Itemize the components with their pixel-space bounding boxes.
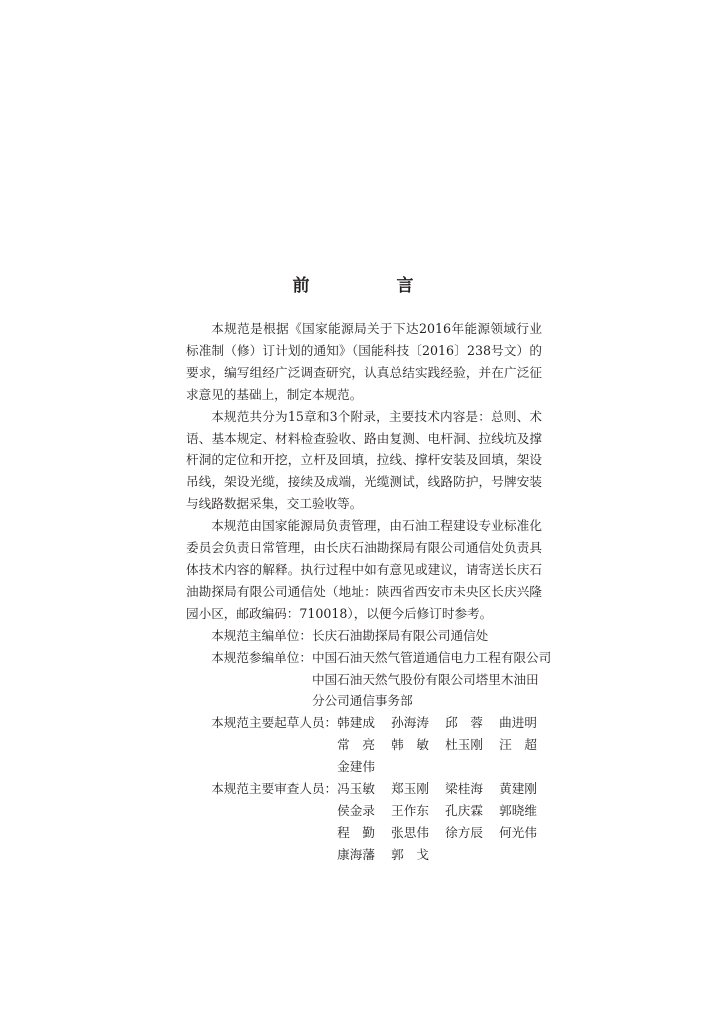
participating-unit-line: 中国石油天然气股份有限公司塔里木油田 — [311, 671, 539, 687]
participating-unit-line: 分公司通信事务部 — [311, 693, 413, 709]
drafter-name: 孙海涛 — [391, 715, 429, 731]
drafter-name: 韩 敏 — [391, 737, 429, 753]
reviewers-names — [337, 778, 551, 866]
reviewer-name: 侯金录 — [337, 802, 375, 818]
reviewer-name: 孔庆霖 — [445, 802, 483, 818]
reviewer-name: 徐方辰 — [445, 824, 483, 840]
preface-body — [186, 318, 552, 866]
reviewer-name: 何光伟 — [499, 824, 537, 840]
reviewer-name: 郭 戈 — [391, 846, 429, 862]
reviewer-name: 冯玉敏 — [337, 781, 375, 797]
drafter-name: 曲进明 — [499, 715, 537, 731]
chief-unit-label: 本规范主编单位： — [211, 627, 312, 643]
reviewers-row — [186, 778, 542, 866]
drafter-name: 邱 蓉 — [445, 715, 483, 731]
drafter-name: 汪 超 — [499, 737, 537, 753]
participating-units-label: 本规范参编单位： — [211, 649, 312, 665]
page-title: 前 言 — [292, 276, 449, 296]
drafter-name: 常 亮 — [337, 737, 375, 753]
reviewer-name: 郑玉刚 — [391, 781, 429, 797]
reviewer-name: 程 勤 — [337, 824, 375, 840]
reviewer-name: 康海藩 — [337, 846, 375, 862]
reviewer-name: 黄建刚 — [499, 781, 537, 797]
paragraph-basis: 本规范是根据《国家能源局关于下达2016年能源领域行业标准制（修）订计划的通知》（国能科技〔2016〕238号文）的要求，编写组经广泛调查研究，认真总结实践经验，并在广泛征求意见的基础上，制定本规范。 — [186, 321, 542, 402]
participating-units-list — [312, 647, 551, 713]
chief-unit-value: 长庆石油勘探局有限公司通信处 — [311, 627, 489, 643]
drafters-row — [186, 712, 542, 778]
reviewer-name: 郭晓维 — [499, 802, 537, 818]
drafters-label: 本规范主要起草人员： — [211, 715, 338, 731]
participating-unit-line: 中国石油天然气管道通信电力工程有限公司 — [311, 649, 552, 665]
participating-units-row — [186, 647, 552, 713]
drafter-name: 杜玉刚 — [445, 737, 483, 753]
paragraph-contents: 本规范共分为15章和3个附录，主要技术内容是：总则、术语、基本规定、材料检查验收、路由复测、电杆洞、拉线坑及撑杆洞的定位和开挖，立杆及回填，拉线、撑杆安装及回填，架设吊线，架设光缆，接续及成端，光缆测试，线路防护，号牌安装与线路数据采集，交工验收等。 — [186, 408, 542, 512]
reviewer-name: 王作东 — [391, 802, 429, 818]
chief-unit-row — [186, 625, 542, 647]
reviewer-name: 梁桂海 — [445, 781, 483, 797]
drafters-names — [337, 712, 551, 778]
drafter-name: 金建伟 — [337, 759, 375, 775]
reviewers-label: 本规范主要审查人员： — [211, 781, 338, 797]
drafter-name: 韩建成 — [337, 715, 375, 731]
paragraph-management: 本规范由国家能源局负责管理，由石油工程建设专业标准化委员会负责日常管理，由长庆石油勘探局有限公司通信处负责具体技术内容的解释。执行过程中如有意见或建议，请寄送长庆石油勘探局有限公司通信处（地址：陕西省西安市未央区长庆兴隆园小区，邮政编码：710018），以便今后修订时参考。 — [186, 518, 542, 621]
reviewer-name: 张思伟 — [391, 824, 429, 840]
